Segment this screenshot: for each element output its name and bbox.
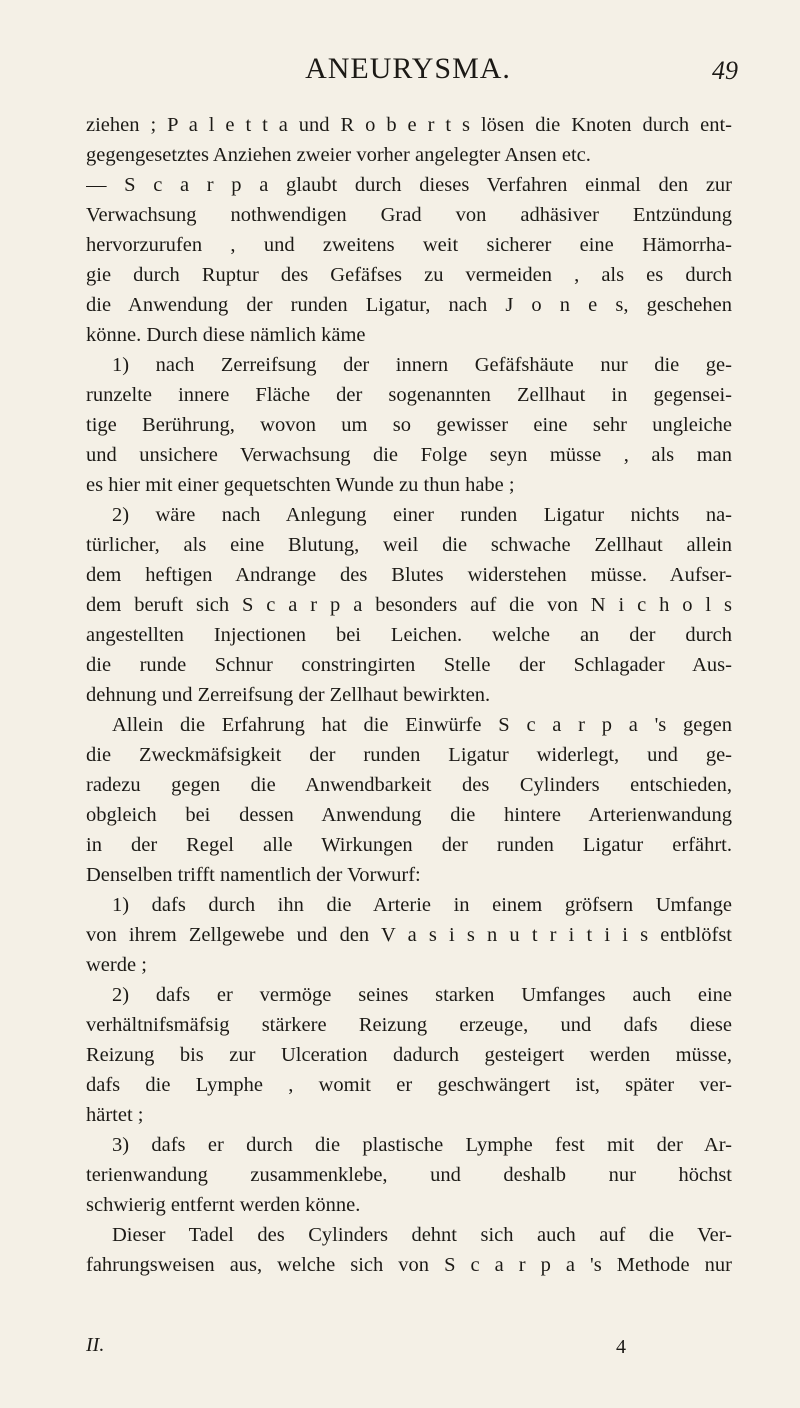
text-line: 2) wäre nach Anlegung einer runden Ligatur nichts na-	[112, 504, 732, 526]
text-line: die Zweckmäfsigkeit der runden Ligatur widerlegt, und ge-	[86, 744, 732, 766]
text-line: könne. Durch diese nämlich käme	[86, 324, 366, 346]
text-line: gie durch Ruptur des Gefäfses zu vermeiden , als es durch	[86, 264, 732, 286]
text-line: 1) nach Zerreifsung der innern Gefäfshäute nur die ge-	[112, 354, 732, 376]
text-line: Dieser Tadel des Cylinders dehnt sich auch auf die Ver-	[112, 1224, 732, 1246]
body-text	[86, 110, 732, 1280]
text-line: dem heftigen Andrange des Blutes widerstehen müsse. Aufser-	[86, 564, 732, 586]
text-line: gegengesetztes Anziehen zweier vorher angelegter Ansen etc.	[86, 144, 591, 166]
gathering-signature: II.	[86, 1334, 105, 1356]
text-line: tige Berührung, wovon um so gewisser eine sehr ungleiche	[86, 414, 732, 436]
text-line: Verwachsung nothwendigen Grad von adhäsiver Entzündung	[86, 204, 732, 226]
text-line: dafs die Lymphe , womit er geschwängert ist, später ver-	[86, 1074, 732, 1096]
text-line: verhältnifsmäfsig stärkere Reizung erzeuge, und dafs diese	[86, 1014, 732, 1036]
text-line: — S c a r p a glaubt durch dieses Verfahren einmal den zur	[86, 174, 732, 196]
text-line: 3) dafs er durch die plastische Lymphe fest mit der Ar-	[112, 1134, 732, 1156]
text-line: obgleich bei dessen Anwendung die hintere Arterienwandung	[86, 804, 732, 826]
text-line: 1) dafs durch ihn die Arterie in einem gröfsern Umfange	[112, 894, 732, 916]
text-line: Allein die Erfahrung hat die Einwürfe S c a r p a 's gegen	[112, 714, 732, 736]
text-line: ziehen ; P a l e t t a und R o b e r t s lösen die Knoten durch ent-	[86, 114, 732, 136]
text-line: werde ;	[86, 954, 147, 976]
text-line: die Anwendung der runden Ligatur, nach J o n e s, geschehen	[86, 294, 732, 316]
text-line: es hier mit einer gequetschten Wunde zu thun habe ;	[86, 474, 515, 496]
text-line: schwierig entfernt werden könne.	[86, 1194, 361, 1216]
text-line: dem beruft sich S c a r p a besonders auf die von N i c h o l s	[86, 594, 732, 616]
running-title: ANEURYSMA.	[305, 52, 511, 85]
text-line: härtet ;	[86, 1104, 144, 1126]
text-line: fahrungsweisen aus, welche sich von S c a r p a 's Methode nur	[86, 1254, 732, 1276]
text-line: und unsichere Verwachsung die Folge seyn müsse , als man	[86, 444, 732, 466]
text-line: Denselben trifft namentlich der Vorwurf:	[86, 864, 421, 886]
page-footer	[86, 1334, 646, 1364]
text-line: türlicher, als eine Blutung, weil die schwache Zellhaut allein	[86, 534, 732, 556]
text-line: dehnung und Zerreifsung der Zellhaut bewirkten.	[86, 684, 491, 706]
page-number: 49	[712, 56, 738, 85]
page-header	[78, 52, 738, 92]
text-line: terienwandung zusammenklebe, und deshalb nur höchst	[86, 1164, 732, 1186]
text-line: 2) dafs er vermöge seines starken Umfanges auch eine	[112, 984, 732, 1006]
text-line: von ihrem Zellgewebe und den V a s i s n u t r i t i i s entblöfst	[86, 924, 732, 946]
text-line: angestellten Injectionen bei Leichen. welche an der durch	[86, 624, 732, 646]
text-line: hervorzurufen , und zweitens weit sicherer eine Hämorrha-	[86, 234, 732, 256]
text-line: runzelte innere Fläche der sogenannten Zellhaut in gegensei-	[86, 384, 732, 406]
text-line: Reizung bis zur Ulceration dadurch gesteigert werden müsse,	[86, 1044, 732, 1066]
text-line: die runde Schnur constringirten Stelle der Schlagader Aus-	[86, 654, 732, 676]
text-line: in der Regel alle Wirkungen der runden Ligatur erfährt.	[86, 834, 732, 856]
sheet-number: 4	[616, 1336, 626, 1358]
text-line: radezu gegen die Anwendbarkeit des Cylinders entschieden,	[86, 774, 732, 796]
